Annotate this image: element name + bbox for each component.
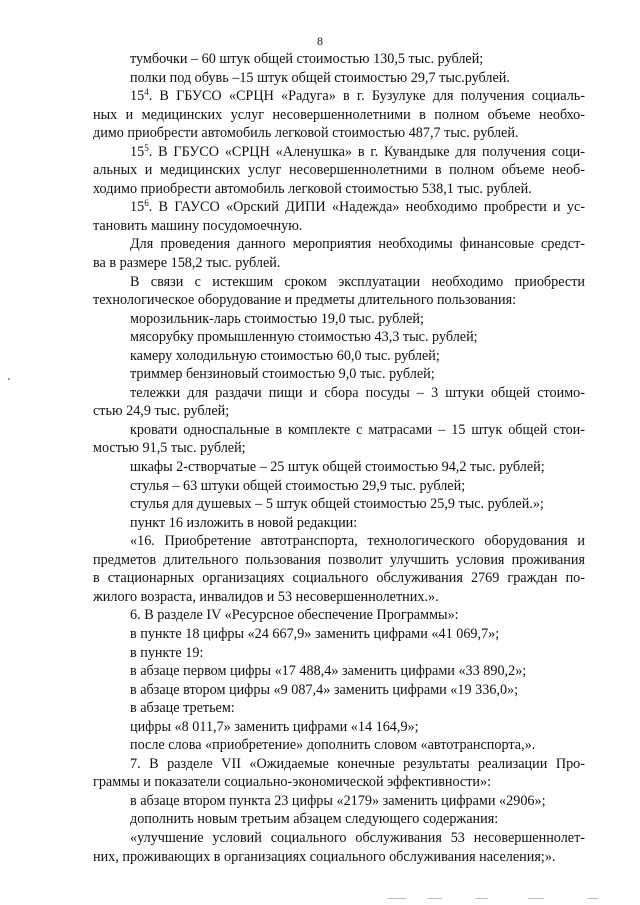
text-line: технологическое оборудование и предметы длительного пользования:: [93, 292, 517, 309]
text-line: [93, 198, 585, 217]
text-line: в пункте 18 цифры «24 667,9» заменить цифрами «41 069,7»;: [130, 625, 500, 642]
item-number: 15: [130, 143, 145, 160]
text-line: [93, 143, 585, 162]
text-line: 6. В разделе IV «Ресурсное обеспечение Программы»:: [130, 607, 459, 624]
line-text: . В ГАУСО «Орский ДИПИ «Надежда» необходимо пробрести и ус-: [148, 199, 585, 216]
text-line: «улучшение условий социального обслуживания 53 несовершеннолет-: [130, 829, 585, 846]
text-line: кровати односпальные в комплекте с матрасами – 15 штук общей стои-: [130, 421, 585, 438]
text-line: дополнить новым третьим абзацем следующего содержания:: [130, 811, 499, 828]
text-line: триммер бензиновый стоимостью 9,0 тыс. рублей;: [130, 366, 435, 383]
text-line: предметов длительного пользования позволит улучшить условия проживания: [93, 551, 585, 568]
text-line: димо приобрести автомобиль легковой стоимостью 487,7 тыс. рублей.: [93, 125, 519, 142]
text-line: камеру холодильную стоимостью 60,0 тыс. рублей;: [130, 347, 440, 364]
text-line: ных и медицинских услуг несовершеннолетними в полном объеме необхо-: [93, 106, 585, 123]
text-line: граммы и показатели социально-экономической эффективности»:: [93, 774, 492, 791]
scan-artifacts: [388, 898, 608, 900]
text-line: в абзаце первом цифры «17 488,4» заменить цифрами «33 890,2»;: [130, 663, 527, 680]
text-line: ходимо приобрести автомобиль легковой стоимостью 538,1 тыс. рублей.: [93, 180, 532, 197]
item-number-superscript: 4: [144, 87, 149, 98]
document-body: [93, 50, 585, 866]
text-line: в абзаце втором цифры «9 087,4» заменить цифрами «19 336,0»;: [130, 681, 519, 698]
item-number: 15: [130, 199, 145, 216]
text-line: стулья – 63 штуки общей стоимостью 29,9 тыс. рублей;: [130, 477, 466, 494]
text-line: мостью 91,5 тыс. рублей;: [93, 440, 246, 457]
text-line: после слова «приобретение» дополнить словом «автотранспорта,».: [130, 737, 536, 754]
text-line: в абзаце третьем:: [130, 700, 235, 717]
text-line: В связи с истекшим сроком эксплуатации необходимо приобрести: [130, 273, 585, 290]
text-line: стью 24,9 тыс. рублей;: [93, 403, 230, 420]
text-line: 7. В разделе VII «Ожидаемые конечные результаты реализации Про-: [130, 755, 585, 772]
text-line: альных и медицинских услуг несовершеннолетними в полном объеме необ-: [93, 162, 585, 179]
text-line: [93, 87, 585, 106]
text-line: тумбочки – 60 штук общей стоимостью 130,5 тыс. рублей;: [130, 51, 484, 67]
text-line: «16. Приобретение автотранспорта, технологического оборудования и: [130, 533, 585, 550]
text-line: шкафы 2-створчатые – 25 штук общей стоимостью 94,2 тыс. рублей;: [130, 459, 545, 476]
line-text: . В ГБУСО «СРЦН «Радуга» в г. Бузулуке для получения социаль-: [148, 88, 585, 105]
text-line: них, проживающих в организациях социального обслуживания населения;».: [93, 848, 556, 865]
text-line: цифры «8 011,7» заменить цифрами «14 164,9»;: [130, 718, 419, 735]
item-number-superscript: 6: [144, 198, 149, 209]
text-line: мясорубку промышленную стоимостью 43,3 тыс. рублей;: [130, 329, 478, 346]
item-number: 15: [130, 88, 145, 105]
page-number: 8: [317, 34, 323, 48]
text-line: ва в размере 158,2 тыс. рублей.: [93, 255, 281, 272]
text-line: в стационарных организациях социального обслуживания 2769 граждан по-: [93, 570, 585, 587]
text-line: морозильник-ларь стоимостью 19,0 тыс. рублей;: [130, 310, 424, 327]
scan-speck: [8, 378, 10, 380]
text-line: Для проведения данного мероприятия необходимы финансовые средст-: [130, 236, 585, 253]
text-line: тележки для раздачи пищи и сбора посуды – 3 штуки общей стоимо-: [130, 384, 585, 401]
text-line: стулья для душевых – 5 штук общей стоимостью 25,9 тыс. рублей.»;: [130, 496, 544, 513]
text-line: в пункте 19:: [130, 644, 204, 661]
text-line: тановить машину посудомоечную.: [93, 217, 303, 234]
text-line: жилого возраста, инвалидов и 53 несовершеннолетних.».: [93, 588, 439, 605]
line-text: . В ГБУСО «СРЦН «Аленушка» в г. Кувандыке для получения соци-: [148, 143, 585, 160]
text-line: в абзаце втором пункта 23 цифры «2179» заменить цифрами «2906»;: [130, 792, 546, 809]
text-line: пункт 16 изложить в новой редакции:: [130, 514, 358, 531]
item-number-superscript: 5: [144, 142, 149, 153]
text-line: полки под обувь –15 штук общей стоимостью 29,7 тыс.рублей.: [130, 69, 510, 86]
